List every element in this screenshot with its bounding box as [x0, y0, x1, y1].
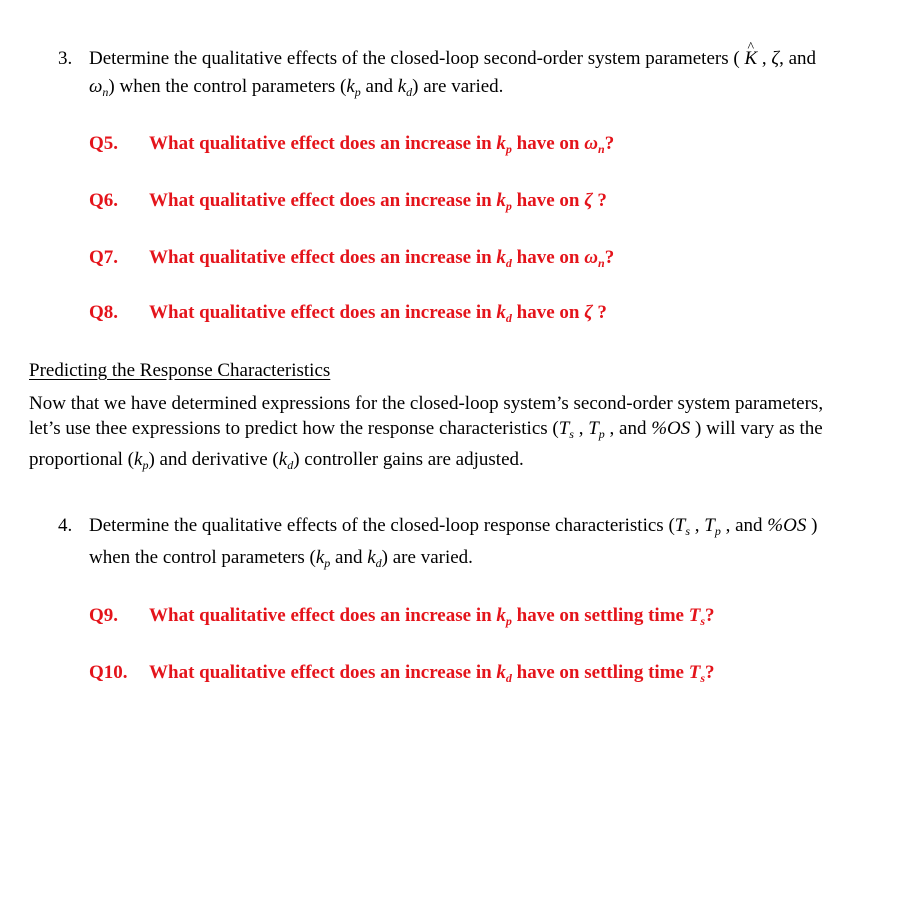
question-q7: What qualitative effect does an increase in $k_d$ have on $\omega_n$?	[149, 247, 615, 270]
paragraph-line-2: let’s use thee expressions to predict how the response characteristics ($T_s$ , $T_p$ , and %OS ) will vary as the	[29, 418, 823, 441]
section-3-number: 3.	[58, 48, 73, 69]
question-q8: What qualitative effect does an increase in $k_d$ have on ζ ?	[149, 302, 607, 325]
question-label-q9: Q9.	[89, 605, 119, 626]
question-q6: What qualitative effect does an increase in $k_p$ have on ζ ?	[149, 190, 607, 213]
section-4-number: 4.	[58, 515, 73, 536]
question-label-q6: Q6.	[89, 190, 119, 211]
question-label-q5: Q5.	[89, 133, 119, 154]
section-heading: Predicting the Response Characteristics	[29, 360, 331, 381]
paragraph-line-1: Now that we have determined expressions for the closed-loop system’s second-order system parameters,	[29, 393, 824, 414]
section-3-line-2: $\omega_n$) when the control parameters ($k_p$ and $k_d$) are varied.	[89, 76, 504, 99]
question-label-q10: Q10.	[89, 662, 128, 683]
question-label-q8: Q8.	[89, 302, 119, 323]
section-3-line-1: Determine the qualitative effects of the closed-loop second-order system parameters ( ^ K , ζ, and	[89, 47, 816, 71]
question-q10: What qualitative effect does an increase in $k_d$ have on settling time $T_s$?	[149, 662, 715, 685]
question-label-q7: Q7.	[89, 247, 119, 268]
section-4-line-1: Determine the qualitative effects of the closed-loop response characteristics ($T_s$ , $T_p$ , and %OS )	[89, 515, 818, 538]
section-3-text: Determine the qualitative effects of the closed-loop second-order system parameters (	[89, 48, 740, 69]
section-4-line-2: when the control parameters ($k_p$ and $k_d$) are varied.	[89, 547, 473, 570]
question-q5: What qualitative effect does an increase in $k_p$ have on $\omega_n$?	[149, 133, 615, 156]
paragraph-line-3: proportional $(k_p)$ and derivative $(k_d)$ controller gains are adjusted.	[29, 449, 524, 472]
question-q9: What qualitative effect does an increase in $k_p$ have on settling time $T_s$?	[149, 605, 715, 628]
